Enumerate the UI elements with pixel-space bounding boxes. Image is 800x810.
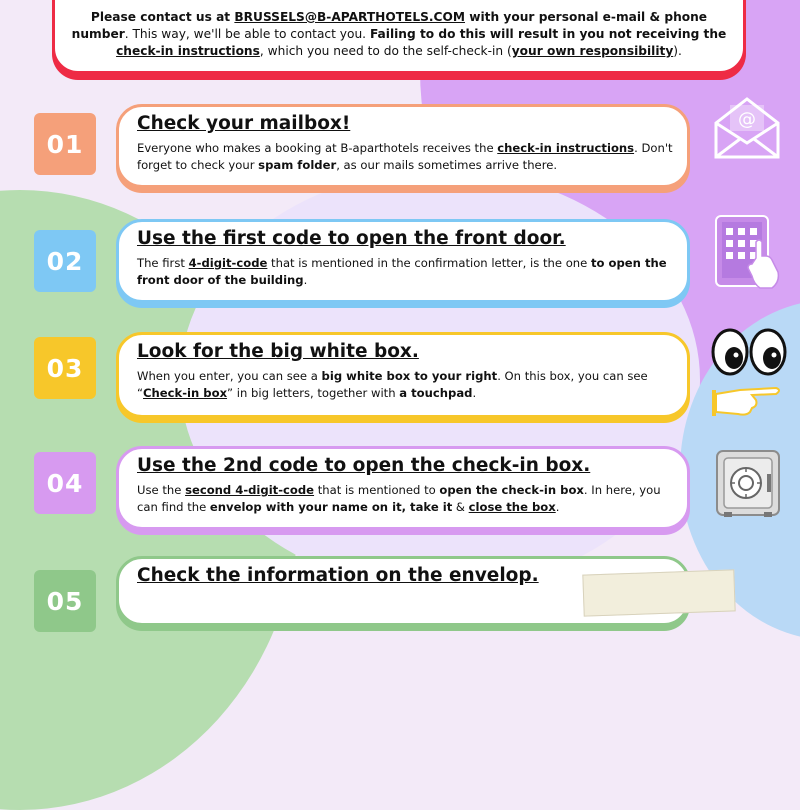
contact-notice: Please contact us at BRUSSELS@B-APARTHOTELS.COM with your personal e-mail & phone number. This way, we'll be able to contact you. Failing to do this will result in you not receiving the check-in instructions, which you need to do the self-check-in (your own responsibility). <box>52 0 746 74</box>
step-card-2 <box>116 219 690 303</box>
notice-text: Please contact us at <box>90 10 235 24</box>
step-card-4 <box>116 446 690 530</box>
eyes-pointing-icon <box>710 328 790 420</box>
step-title-4: Use the 2nd code to open the check-in box. <box>137 455 591 476</box>
step-title-2: Use the first code to open the front door. <box>137 228 566 249</box>
keypad-tap-icon <box>712 212 786 292</box>
step-number-3: 03 <box>34 337 96 399</box>
step-title-5: Check the information on the envelop. <box>137 565 539 586</box>
step-text-1: Everyone who makes a booking at B-aparthotels receives the check-in instructions. Don't forget to check your spam folder, as our mails sometimes arrive there. <box>137 141 673 172</box>
contact-email-link[interactable]: BRUSSELS@B-APARTHOTELS.COM <box>234 10 465 24</box>
step-title-3: Look for the big white box. <box>137 341 419 362</box>
step-number-5: 05 <box>34 570 96 632</box>
check-in-instructions-text: check-in instructions <box>116 44 260 58</box>
step-number-1: 01 <box>34 113 96 175</box>
safe-icon <box>714 448 782 520</box>
step-number-4: 04 <box>34 452 96 514</box>
step-text-3: When you enter, you can see a big white box to your right. On this box, you can see “Check-in box” in big letters, together with a touchpad. <box>137 369 648 400</box>
step-card-1 <box>116 104 690 188</box>
step-text-2: The first 4-digit-code that is mentioned in the confirmation letter, is the one to open the front door of the building. <box>137 256 667 287</box>
step-number-2: 02 <box>34 230 96 292</box>
step-title-1: Check your mailbox! <box>137 113 351 134</box>
envelope-photo-icon <box>582 569 735 616</box>
envelope-icon <box>712 95 782 161</box>
step-text-4: Use the second 4-digit-code that is mentioned to open the check-in box. In here, you can find the envelop with your name on it, take it & close the box. <box>137 483 661 514</box>
step-card-3 <box>116 332 690 418</box>
svg-text:@: @ <box>738 109 756 130</box>
